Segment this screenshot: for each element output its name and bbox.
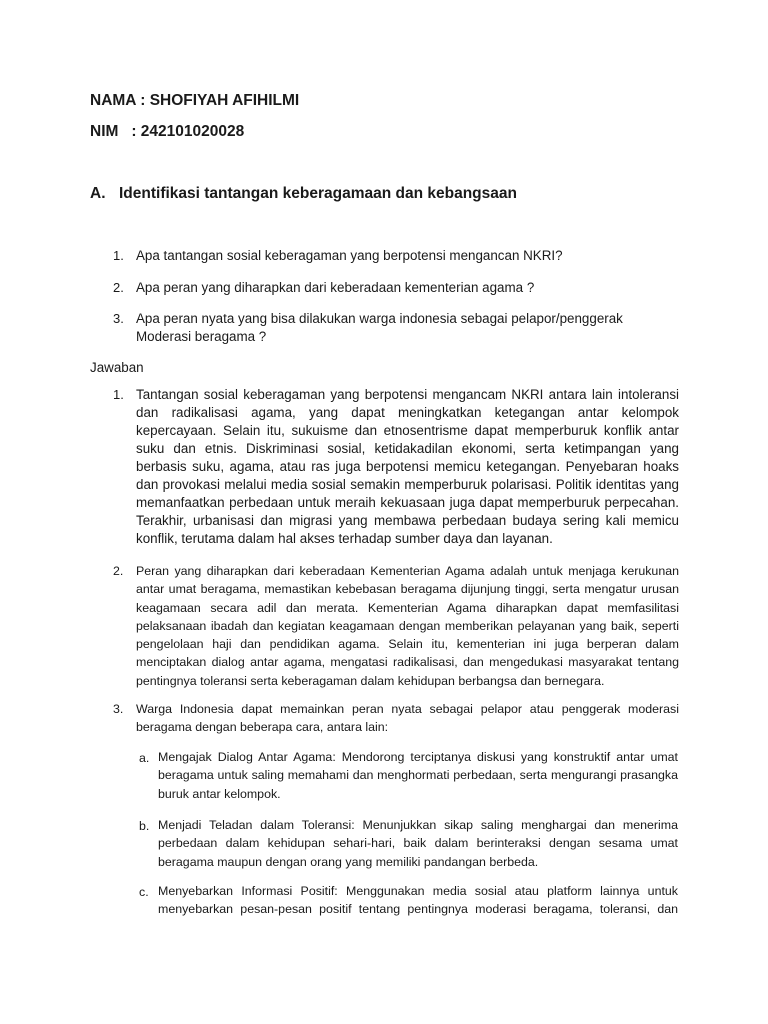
section-title: Identifikasi tantangan keberagamaan dan kebangsaan <box>119 185 517 202</box>
nim-line: NIM : 242101020028 <box>90 123 245 140</box>
section-marker: A. <box>90 185 106 202</box>
question-text: Apa peran nyata yang bisa dilakukan warga indonesia sebagai pelapor/penggerak Moderasi beragama ? <box>136 311 623 344</box>
name-line: NAMA : SHOFIYAH AFIHILMI <box>90 92 300 109</box>
answer-number: 2. <box>113 564 124 578</box>
subitem-text: Menyebarkan Informasi Positif: Menggunakan media sosial atau platform lainnya untuk menyebarkan pesan-pesan positif tentang pentingnya moderasi beragama, toleransi, dan <box>158 884 678 917</box>
answer-number: 1. <box>113 387 124 402</box>
subitem-marker: c. <box>139 885 149 899</box>
subitem-text: Mengajak Dialog Antar Agama: Mendorong terciptanya diskusi yang konstruktif antar umat beragama untuk saling memahami dan menghormati perbedaan, serta mengurangi prasangka buruk antar kelompok. <box>158 750 678 801</box>
question-number: 2. <box>113 280 124 295</box>
answers-label: Jawaban <box>90 360 144 375</box>
question-number: 3. <box>113 311 124 326</box>
answer-text: Peran yang diharapkan dari keberadaan Kementerian Agama adalah untuk menjaga kerukunan antar umat beragama, memastikan kebebasan beragama dijunjung tinggi, serta mengatur urusan keagamaan secara adil dan merata. Kementerian Agama diharapkan dapat memfasilitasi pelaksanaan ibadah dan kegiatan keagamaan dengan memberikan pelayanan yang baik, seperti pengelolaan haji dan pendidikan agama. Selain itu, kementerian ini juga berperan dalam menciptakan dialog antar agama, mengatasi radikalisasi, dan mengedukasi masyarakat tentang pentingnya toleransi serta keberagaman dalam kehidupan berbangsa dan bernegara. <box>136 564 679 688</box>
question-text: Apa peran yang diharapkan dari keberadaan kementerian agama ? <box>136 280 535 295</box>
subitem-text: Menjadi Teladan dalam Toleransi: Menunjukkan sikap saling menghargai dan menerima perbedaan dalam kehidupan sehari-hari, baik dalam berinteraksi dengan sesama umat beragama maupun dengan orang yang memiliki pandangan berbeda. <box>158 818 678 869</box>
question-text: Apa tantangan sosial keberagaman yang berpotensi mengancan NKRI? <box>136 248 563 263</box>
subitem-marker: a. <box>139 751 150 765</box>
answer-text: Warga Indonesia dapat memainkan peran nyata sebagai pelapor atau penggerak moderasi beragama dengan beberapa cara, antara lain: <box>136 702 679 735</box>
question-number: 1. <box>113 248 124 263</box>
subitem-marker: b. <box>139 819 150 833</box>
answer-text: Tantangan sosial keberagaman yang berpotensi mengancam NKRI antara lain intoleransi dan radikalisasi agama, yang dapat meningkatkan ketegangan antar kelompok kepercayaan. Selain itu, sukuisme dan etnosentrisme dapat memperburuk konflik antar suku dan etnis. Diskriminasi sosial, ketidakadilan ekonomi, serta ketimpangan yang berbasis suku, agama, atau ras juga berpotensi memicu ketegangan. Penyebaran hoaks dan provokasi melalui media sosial semakin memperburuk polarisasi. Politik identitas yang memanfaatkan perbedaan untuk meraih kekuasaan juga dapat memperburuk perpecahan. Terakhir, urbanisasi dan migrasi yang membawa perbedaan budaya sering kali memicu konflik, terutama dalam hal akses terhadap sumber daya dan layanan. <box>136 387 679 546</box>
answer-number: 3. <box>113 702 124 716</box>
